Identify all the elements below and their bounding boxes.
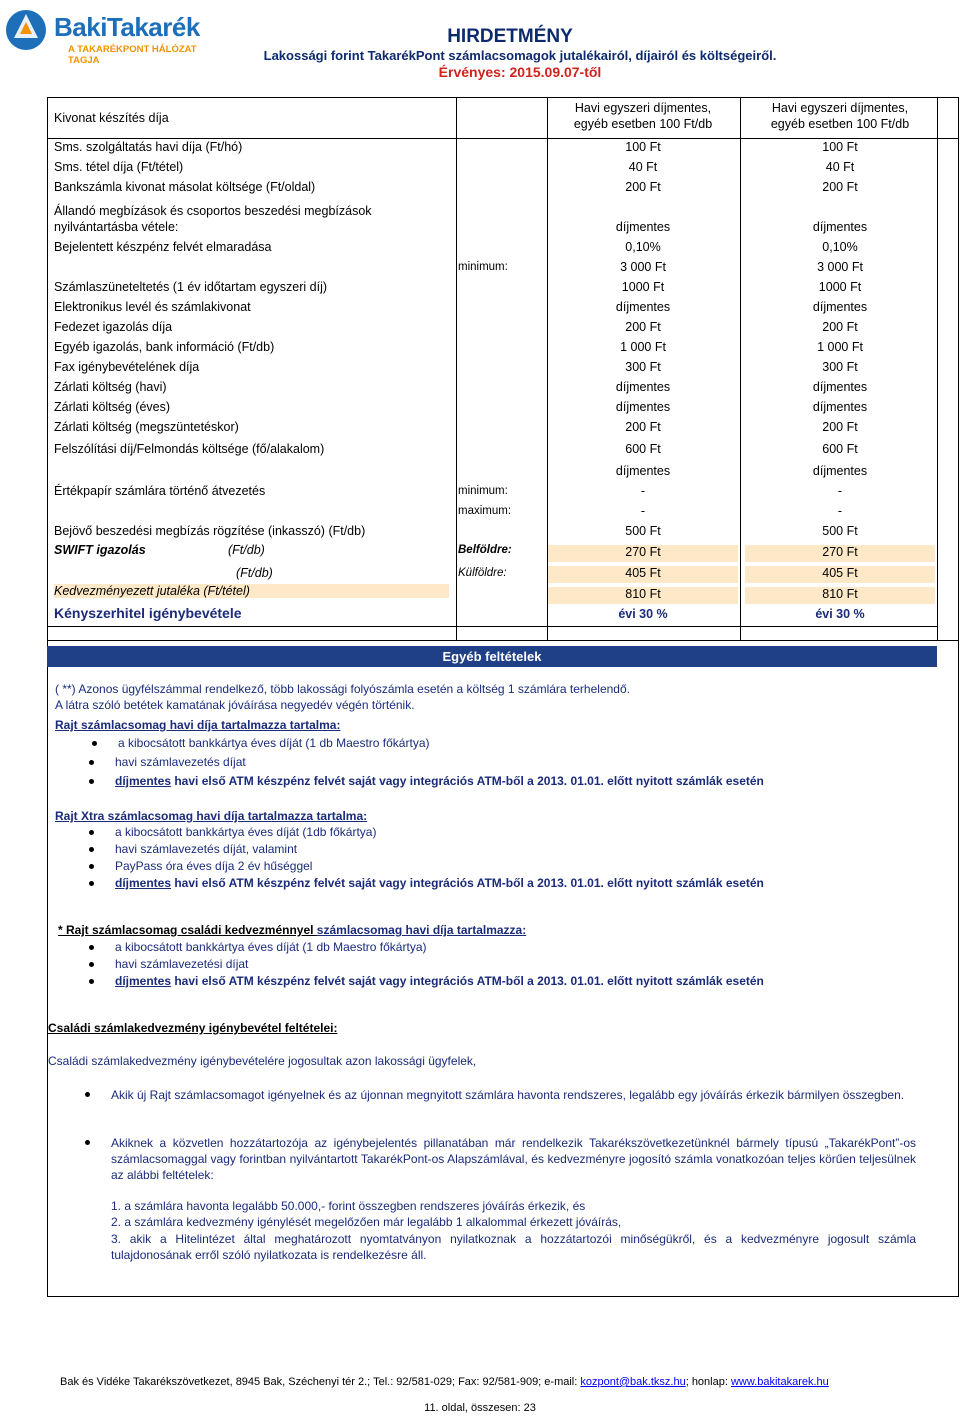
row-label: Egyéb igazolás, bank információ (Ft/db): [54, 340, 275, 354]
rajt-item: havi számlavezetés díjat: [115, 755, 246, 769]
value-col2: 100 Ft: [822, 140, 858, 154]
footer-web-label: ; honlap:: [685, 1376, 731, 1388]
logo-tagline: A TAKARÉKPONT HÁLÓZAT TAGJA: [68, 44, 197, 66]
value-col2: -: [837, 484, 843, 498]
xtra-title: Rajt Xtra számlacsomag havi díja tartalmazza tartalma:: [55, 809, 368, 823]
table-rule: [48, 138, 958, 139]
value-col2: -: [837, 504, 843, 518]
validity-date: Érvényes: 2015.09.07-től: [438, 64, 602, 80]
value-col1: 270 Ft: [548, 545, 738, 562]
value-col1: 200 Ft: [625, 420, 661, 434]
value-col2: 3 000 Ft: [817, 260, 863, 274]
table-row: [48, 502, 958, 522]
table-row: [48, 522, 958, 542]
condition-point-2: 2. a számlára kedvezmény igénylését megelőzően már legalább 1 alkalommal érkezett jóváírás,: [111, 1215, 622, 1229]
value-col1: díjmentes: [615, 380, 671, 394]
rajt-item: a kibocsátott bankkártya éves díját (1 db Maestro főkártya): [118, 736, 430, 750]
value-col2: 270 Ft: [745, 545, 935, 562]
column-rule: [547, 98, 548, 640]
value-col2: évi 30 %: [815, 607, 865, 621]
table-row: [48, 482, 958, 502]
value-col1: Havi egyszeri díjmentes, egyéb esetben 100 Ft/db: [573, 101, 713, 131]
table-row: [48, 258, 958, 278]
row-label: Bankszámla kivonat másolat költsége (Ft/oldal): [54, 180, 316, 194]
row-label: Kényszerhitel igénybevétele: [54, 605, 242, 621]
row-qualifier: minimum:: [458, 485, 508, 497]
family-title-b: számlacsomag havi díja tartalmazza:: [316, 923, 527, 937]
row-label: Fedezet igazolás díja: [54, 320, 173, 334]
value-col2: 600 Ft: [822, 442, 858, 456]
value-col1: 500 Ft: [625, 524, 661, 538]
value-col1: évi 30 %: [618, 607, 668, 621]
table-row: [48, 440, 958, 460]
row-label: Elektronikus levél és számlakivonat: [54, 300, 251, 314]
document-title: HIRDETMÉNY: [447, 26, 573, 47]
row-label: Állandó megbízások és csoportos beszedési megbízások: [54, 204, 372, 218]
value-col2: 1000 Ft: [818, 280, 862, 294]
note-interest: A látra szóló betétek kamatának jóváírása negyedév végén történik.: [55, 698, 415, 712]
footer-contact: [60, 1376, 940, 1388]
table-row: [48, 418, 958, 438]
row-label: Zárlati költség (havi): [54, 380, 167, 394]
row-unit: (Ft/db): [228, 543, 265, 557]
value-col1: díjmentes: [615, 464, 671, 478]
row-label: Számlaszüneteltetés (1 év időtartam egyszeri díj): [54, 280, 328, 294]
table-row: [48, 542, 958, 562]
rajt-title: Rajt számlacsomag havi díja tartalmazza tartalma:: [55, 718, 341, 732]
row-label: Fax igénybevételének díja: [54, 360, 200, 374]
value-col1: 100 Ft: [625, 140, 661, 154]
row-unit: (Ft/db): [236, 566, 273, 580]
page-number: 11. oldal, összesen: 23: [424, 1402, 536, 1414]
row-label: Sms. tétel díja (Ft/tétel): [54, 160, 184, 174]
table-row: [48, 604, 958, 626]
family-atm-item: [115, 974, 764, 988]
family-conditions-title: Családi számlakedvezmény igénybevétel feltételei:: [48, 1021, 338, 1035]
logo-name: BakiTakarék: [54, 12, 200, 42]
value-col1: -: [640, 484, 646, 498]
row-qualifier: Belföldre:: [458, 544, 512, 556]
value-col2: 200 Ft: [822, 420, 858, 434]
xtra-atm-free: díjmentes: [115, 876, 172, 890]
value-col2: 200 Ft: [822, 180, 858, 194]
value-col1: 1000 Ft: [621, 280, 665, 294]
table-row: [48, 564, 958, 584]
table-row: [48, 198, 958, 238]
family-title: [58, 923, 526, 937]
value-col1: 0,10%: [625, 240, 661, 254]
table-row: [48, 462, 958, 482]
value-col2: 200 Ft: [822, 320, 858, 334]
family-conditions-intro: Családi számlakedvezmény igénybevételére jogosultak azon lakossági ügyfelek,: [48, 1054, 477, 1068]
value-col2: 40 Ft: [825, 160, 855, 174]
value-col2: díjmentes: [812, 464, 868, 478]
value-col1: 810 Ft: [548, 587, 738, 604]
table-row: [48, 238, 958, 258]
xtra-atm-text: havi első ATM készpénz felvét saját vagy integrációs ATM-ből a 2013. 01.01. előtt nyitott számlák esetén: [171, 876, 764, 890]
condition-point-3: 3. akik a Hitelintézet által meghatározott nyomtatványon nyilatkoznak a hozzátartozói minőségükről, és a kedvezményre jogosult számla tulajdonosának erről szóló nyilatkozata is rendelkezésre áll.: [111, 1232, 916, 1262]
row-label: Értékpapír számlára történő átvezetés: [54, 484, 266, 498]
value-col2: Havi egyszeri díjmentes, egyéb esetben 100 Ft/db: [770, 101, 910, 131]
value-col1: -: [640, 504, 646, 518]
column-rule: [937, 98, 938, 640]
footer-email-link[interactable]: kozpont@bak.tksz.hu: [580, 1376, 686, 1388]
xtra-item: havi számlavezetés díját, valamint: [115, 842, 298, 856]
rajt-atm-item: [115, 774, 764, 788]
value-col1: 300 Ft: [625, 360, 661, 374]
table-row: [48, 338, 958, 358]
table-row: [48, 138, 958, 158]
table-row: [48, 318, 958, 338]
value-col1: 1 000 Ft: [620, 340, 666, 354]
row-label: Kedvezményezett jutaléka (Ft/tétel): [54, 584, 449, 598]
value-col1: 3 000 Ft: [620, 260, 666, 274]
table-row: [48, 98, 958, 138]
value-col1: 600 Ft: [625, 442, 661, 456]
table-rule: [48, 640, 958, 641]
condition-point-1: 1. a számlára havonta legalább 50.000,- forint összegben rendszeres jóváírás érkezik, és: [111, 1199, 586, 1213]
table-row: [48, 278, 958, 298]
row-qualifier: Külföldre:: [458, 567, 507, 579]
value-col1: díjmentes: [615, 300, 671, 314]
row-label: SWIFT igazolás: [54, 543, 146, 557]
row-label: Kivonat készítés díja: [54, 111, 169, 125]
value-col2: 500 Ft: [822, 524, 858, 538]
condition-new-package: Akik új Rajt számlacsomagot igényelnek és az újonnan megnyitott számlára havonta rendszeres, legalább egy jóváírás érkezik bármilyen összegben.: [111, 1087, 916, 1103]
column-rule: [740, 98, 741, 640]
footer-website-link[interactable]: www.bakitakarek.hu: [730, 1376, 829, 1388]
xtra-atm-item: [115, 876, 764, 890]
value-col2: díjmentes: [812, 400, 868, 414]
value-col1: díjmentes: [615, 220, 671, 234]
value-col1: 200 Ft: [625, 320, 661, 334]
table-row: [48, 358, 958, 378]
row-qualifier: minimum:: [458, 261, 508, 273]
row-label-line2: nyilvántartásba vétele:: [54, 220, 179, 234]
row-label: Bejelentett készpénz felvét elmaradása: [54, 240, 272, 254]
value-col2: 810 Ft: [745, 587, 935, 604]
value-col2: 405 Ft: [745, 566, 935, 583]
row-label: Bejövő beszedési megbízás rögzítése (inkasszó) (Ft/db): [54, 524, 366, 538]
condition-relative: Akiknek a közvetlen hozzátartozója az igénybejelentés pillanatában már rendelkezik Takarékszövetkezetünknél bármely típusú „TakarékPont”-os számlacsomaggal vagy forintban nyilvántartott TakarékPont-os Alapszámlával, és kedvezményre jogosító számla vonatkozóan teljes körűen teljesülnek az alábbi feltételek:: [111, 1136, 916, 1182]
row-label: Felszólítási díj/Felmondás költsége (fő/alakalom): [54, 442, 325, 456]
value-col1: 200 Ft: [625, 180, 661, 194]
row-label: Sms. szolgáltatás havi díja (Ft/hó): [54, 140, 243, 154]
value-col2: díjmentes: [812, 300, 868, 314]
xtra-item: PayPass óra éves díja 2 év hűséggel: [115, 859, 313, 873]
table-rule: [48, 626, 938, 627]
column-rule: [456, 98, 457, 640]
row-qualifier: maximum:: [458, 505, 512, 517]
table-row: [48, 584, 958, 604]
other-conditions-header: Egyéb feltételek: [47, 646, 937, 667]
value-col1: 40 Ft: [628, 160, 658, 174]
table-row: [48, 298, 958, 318]
value-col2: díjmentes: [812, 380, 868, 394]
value-col1: díjmentes: [615, 400, 671, 414]
table-row: [48, 158, 958, 178]
rajt-atm-text: havi első ATM készpénz felvét saját vagy integrációs ATM-ből a 2013. 01.01. előtt nyitott számlák esetén: [171, 774, 764, 788]
row-label: Zárlati költség (megszüntetéskor): [54, 420, 239, 434]
rajt-atm-free: díjmentes: [115, 774, 172, 788]
table-row: [48, 178, 958, 198]
xtra-item: a kibocsátott bankkártya éves díját (1db főkártya): [115, 825, 377, 839]
family-item: a kibocsátott bankkártya éves díját (1 db Maestro főkártya): [115, 940, 427, 954]
document-subtitle: Lakossági forint TakarékPont számlacsomagok jutalékairól, díjairól és költségeiről.: [263, 48, 777, 63]
family-item: havi számlavezetési díjat: [115, 957, 249, 971]
value-col2: 300 Ft: [822, 360, 858, 374]
family-title-a: * Rajt számlacsomag családi kedvezménnyel: [58, 923, 317, 937]
note-multi-account: ( **) Azonos ügyfélszámmal rendelkező, több lakossági folyószámla esetén a költség 1 számlára terhelendő.: [55, 682, 630, 696]
value-col2: 0,10%: [822, 240, 858, 254]
value-col2: 1 000 Ft: [817, 340, 863, 354]
family-atm-free: díjmentes: [115, 974, 172, 988]
footer-address: Bak és Vidéke Takarékszövetkezet, 8945 Bak, Széchenyi tér 2.; Tel.: 92/581-029; Fax: 92/581-909; e-mail:: [60, 1376, 581, 1388]
family-atm-text: havi első ATM készpénz felvét saját vagy integrációs ATM-ből a 2013. 01.01. előtt nyitott számlák esetén: [171, 974, 764, 988]
row-label: Zárlati költség (éves): [54, 400, 171, 414]
value-col1: 405 Ft: [548, 566, 738, 583]
table-row: [48, 378, 958, 398]
table-row: [48, 398, 958, 418]
value-col2: díjmentes: [812, 220, 868, 234]
